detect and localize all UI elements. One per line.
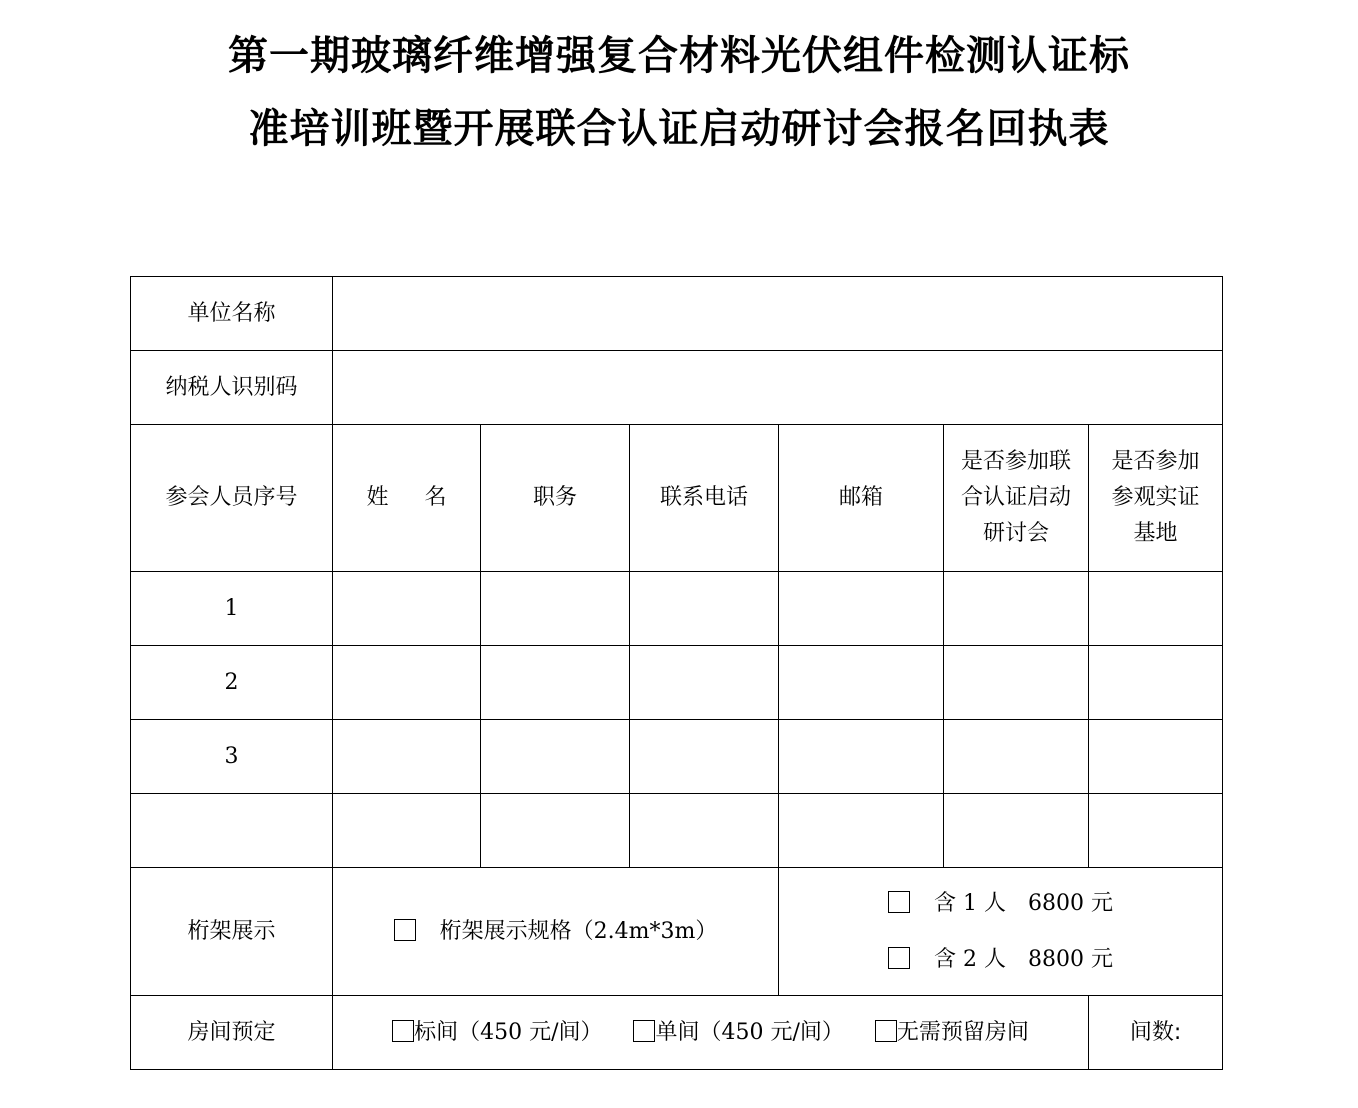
room-none-option[interactable] — [875, 1020, 1029, 1045]
page-title-line-1: 第一期玻璃纤维增强复合材料光伏组件检测认证标 — [228, 32, 1130, 79]
header-phone: 联系电话 — [630, 425, 779, 572]
truss-spec-text: 桁架展示规格（2.4m*3m） — [439, 918, 718, 944]
cell-name[interactable] — [333, 794, 481, 868]
truss-package-options — [779, 868, 1223, 996]
cell-visit[interactable] — [1089, 720, 1223, 794]
cell-position[interactable] — [481, 646, 630, 720]
cell-position[interactable] — [481, 572, 630, 646]
unit-name-label: 单位名称 — [131, 277, 333, 351]
room-standard-checkbox[interactable] — [392, 1020, 414, 1042]
cell-seminar[interactable] — [944, 572, 1089, 646]
row-seq-4 — [131, 794, 333, 868]
room-count-cell[interactable] — [1089, 996, 1223, 1070]
truss-option-1[interactable] — [779, 876, 1222, 932]
room-count-label: 间数: — [1129, 1019, 1182, 1045]
row-seq-1: 1 — [131, 572, 333, 646]
room-label: 房间预定 — [131, 996, 333, 1070]
cell-visit[interactable] — [1089, 646, 1223, 720]
truss-option-2-text: 含 2 人 8800 元 — [934, 946, 1114, 972]
table-row — [131, 794, 1223, 868]
row-seq-3: 3 — [131, 720, 333, 794]
cell-email[interactable] — [779, 646, 944, 720]
cell-seminar[interactable] — [944, 646, 1089, 720]
truss-spec-checkbox[interactable] — [394, 919, 416, 941]
room-standard-option[interactable] — [392, 1020, 602, 1045]
cell-name[interactable] — [333, 572, 481, 646]
cell-email[interactable] — [779, 794, 944, 868]
room-single-option[interactable] — [633, 1020, 843, 1045]
header-visit-text: 是否参加参观实证基地 — [1111, 449, 1200, 546]
header-visit — [1089, 425, 1223, 572]
table-row — [131, 572, 1223, 646]
cell-position[interactable] — [481, 720, 630, 794]
truss-option-2[interactable] — [779, 932, 1222, 988]
truss-option-1-text: 含 1 人 6800 元 — [934, 890, 1114, 916]
header-seminar-text: 是否参加联合认证启动研讨会 — [960, 449, 1071, 546]
taxpayer-id-label: 纳税人识别码 — [131, 351, 333, 425]
truss-option-1-checkbox[interactable] — [888, 891, 910, 913]
taxpayer-id-field[interactable] — [333, 351, 1223, 425]
cell-phone[interactable] — [630, 572, 779, 646]
room-standard-text: 标间（450 元/间） — [414, 1019, 603, 1045]
truss-label: 桁架展示 — [131, 868, 333, 996]
cell-seminar[interactable] — [944, 794, 1089, 868]
header-name — [333, 425, 481, 572]
cell-phone[interactable] — [630, 794, 779, 868]
registration-form-table — [130, 276, 1223, 1070]
row-seq-2: 2 — [131, 646, 333, 720]
header-name-part-2: 名 — [424, 485, 447, 510]
unit-name-field[interactable] — [333, 277, 1223, 351]
header-seminar — [944, 425, 1089, 572]
truss-spec-option[interactable] — [333, 868, 779, 996]
cell-name[interactable] — [333, 646, 481, 720]
table-row — [131, 720, 1223, 794]
room-options — [333, 996, 1089, 1070]
page-title-line-2: 准培训班暨开展联合认证启动研讨会报名回执表 — [248, 105, 1110, 152]
room-single-checkbox[interactable] — [633, 1020, 655, 1042]
header-name-part-1: 姓 — [366, 485, 389, 510]
truss-option-2-checkbox[interactable] — [888, 947, 910, 969]
header-email: 邮箱 — [779, 425, 944, 572]
cell-email[interactable] — [779, 720, 944, 794]
cell-email[interactable] — [779, 572, 944, 646]
cell-visit[interactable] — [1089, 794, 1223, 868]
header-seq: 参会人员序号 — [131, 425, 333, 572]
cell-position[interactable] — [481, 794, 630, 868]
header-position: 职务 — [481, 425, 630, 572]
table-row — [131, 646, 1223, 720]
cell-phone[interactable] — [630, 720, 779, 794]
cell-seminar[interactable] — [944, 720, 1089, 794]
room-none-checkbox[interactable] — [875, 1020, 897, 1042]
cell-visit[interactable] — [1089, 572, 1223, 646]
cell-phone[interactable] — [630, 646, 779, 720]
room-none-text: 无需预留房间 — [896, 1019, 1029, 1045]
cell-name[interactable] — [333, 720, 481, 794]
room-single-text: 单间（450 元/间） — [655, 1019, 844, 1045]
